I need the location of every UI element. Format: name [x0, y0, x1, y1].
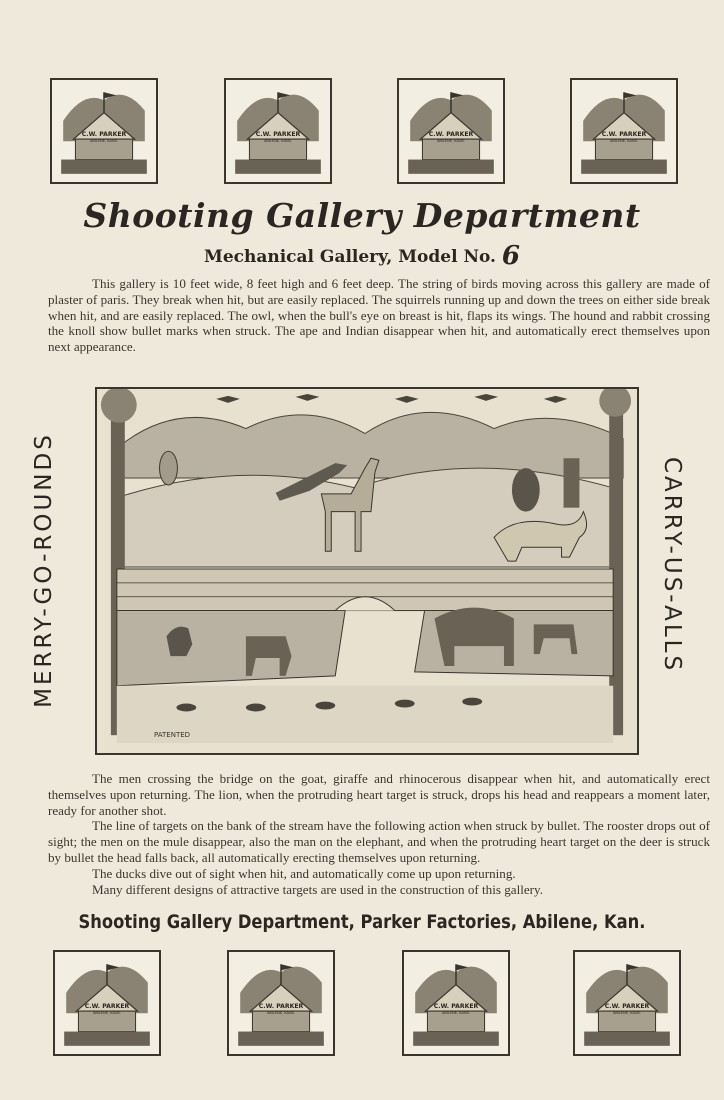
intro-paragraph — [48, 276, 710, 355]
carousel-drawing — [52, 80, 156, 182]
thumbnail-caption-line1: C.W. PARKER — [428, 131, 474, 139]
thumbnail-caption-line2: ABILENE, KANS. — [263, 139, 293, 144]
footer-title: Shooting Gallery Department, Parker Factories, Abilene, Kan. — [78, 911, 646, 933]
carousel-thumbnail — [573, 950, 681, 1056]
thumbnail-caption-line2: ABILENE, KANS. — [612, 1011, 642, 1016]
top-thumbnail-row — [0, 78, 724, 190]
carousel-drawing — [575, 952, 679, 1054]
carousel-drawing — [229, 952, 333, 1054]
page-subtitle — [0, 241, 724, 271]
carousel-drawing — [404, 952, 508, 1054]
thumbnail-caption-line2: ABILENE, KANS. — [89, 139, 119, 144]
thumbnail-caption-line1: C.W. PARKER — [601, 131, 647, 139]
thumbnail-caption-line2: ABILENE, KANS. — [92, 1011, 122, 1016]
side-label-right: CARRY-US-ALLS — [659, 456, 685, 674]
description-p2: The line of targets on the bank of the stream have the following action when struck by bullet. The rooster drops out of sight; the men on the mule disappear, also the man on the elephant, and when the protruding heart target on the deer is struck by bullet the head falls back, all automatically erecting themselves upon returning. — [48, 818, 710, 865]
description-p3: The ducks dive out of sight when hit, and automatically come up upon returning. — [92, 865, 516, 881]
carousel-thumbnail — [53, 950, 161, 1056]
page-title: Shooting Gallery Department — [83, 196, 641, 235]
carousel-drawing — [55, 952, 159, 1054]
thumbnail-caption-line1: C.W. PARKER — [84, 1003, 130, 1011]
thumbnail-caption-line1: C.W. PARKER — [604, 1003, 650, 1011]
carousel-thumbnail — [224, 78, 332, 184]
thumbnail-caption-line2: ABILENE, KANS. — [441, 1011, 471, 1016]
carousel-thumbnail — [50, 78, 158, 184]
gallery-illustration — [95, 387, 639, 755]
thumbnail-caption-line1: C.W. PARKER — [81, 131, 127, 139]
carousel-drawing — [226, 80, 330, 182]
carousel-drawing — [399, 80, 503, 182]
thumbnail-caption-line2: ABILENE, KANS. — [609, 139, 639, 144]
thumbnail-caption-line1: C.W. PARKER — [255, 131, 301, 139]
thumbnail-caption-line1: C.W. PARKER — [258, 1003, 304, 1011]
thumbnail-caption-line1: C.W. PARKER — [433, 1003, 479, 1011]
carousel-thumbnail — [397, 78, 505, 184]
subtitle-text: Mechanical Gallery, Model No. — [204, 247, 496, 267]
side-label-left: MERRY-GO-ROUNDS — [31, 432, 57, 708]
thumbnail-caption-line2: ABILENE, KANS. — [436, 139, 466, 144]
patent-mark: PATENTED — [154, 731, 191, 739]
carousel-thumbnail — [402, 950, 510, 1056]
description-p4: Many different designs of attractive targets are used in the construction of this gallery. — [92, 881, 543, 897]
carousel-thumbnail — [227, 950, 335, 1056]
carousel-thumbnail — [570, 78, 678, 184]
gallery-scene — [97, 389, 637, 753]
bottom-thumbnail-row — [0, 950, 724, 1062]
model-number: 6 — [501, 241, 520, 271]
carousel-drawing — [572, 80, 676, 182]
thumbnail-caption-line2: ABILENE, KANS. — [266, 1011, 296, 1016]
description-p1: The men crossing the bridge on the goat, giraffe and rhinocerous disappear when hit, and automatically erect themselves upon returning. The lion, when the protruding heart target is struck, drops his head and reappears a moment later, ready for another shot. — [48, 771, 710, 818]
description — [48, 771, 710, 897]
intro-text: This gallery is 10 feet wide, 8 feet high and 6 feet deep. The string of birds moving across this gallery are made of plaster of paris. They break when hit, but are easily replaced. The squirrels running up and down the trees on either side break when hit, and are easily replaced. The owl, when the bull's eye on breast is hit, flaps its wings. The hound and rabbit crossing the knoll show bullet marks when struck. The ape and Indian disappear when hit, and automatically erect themselves upon next appearance. — [48, 276, 710, 355]
